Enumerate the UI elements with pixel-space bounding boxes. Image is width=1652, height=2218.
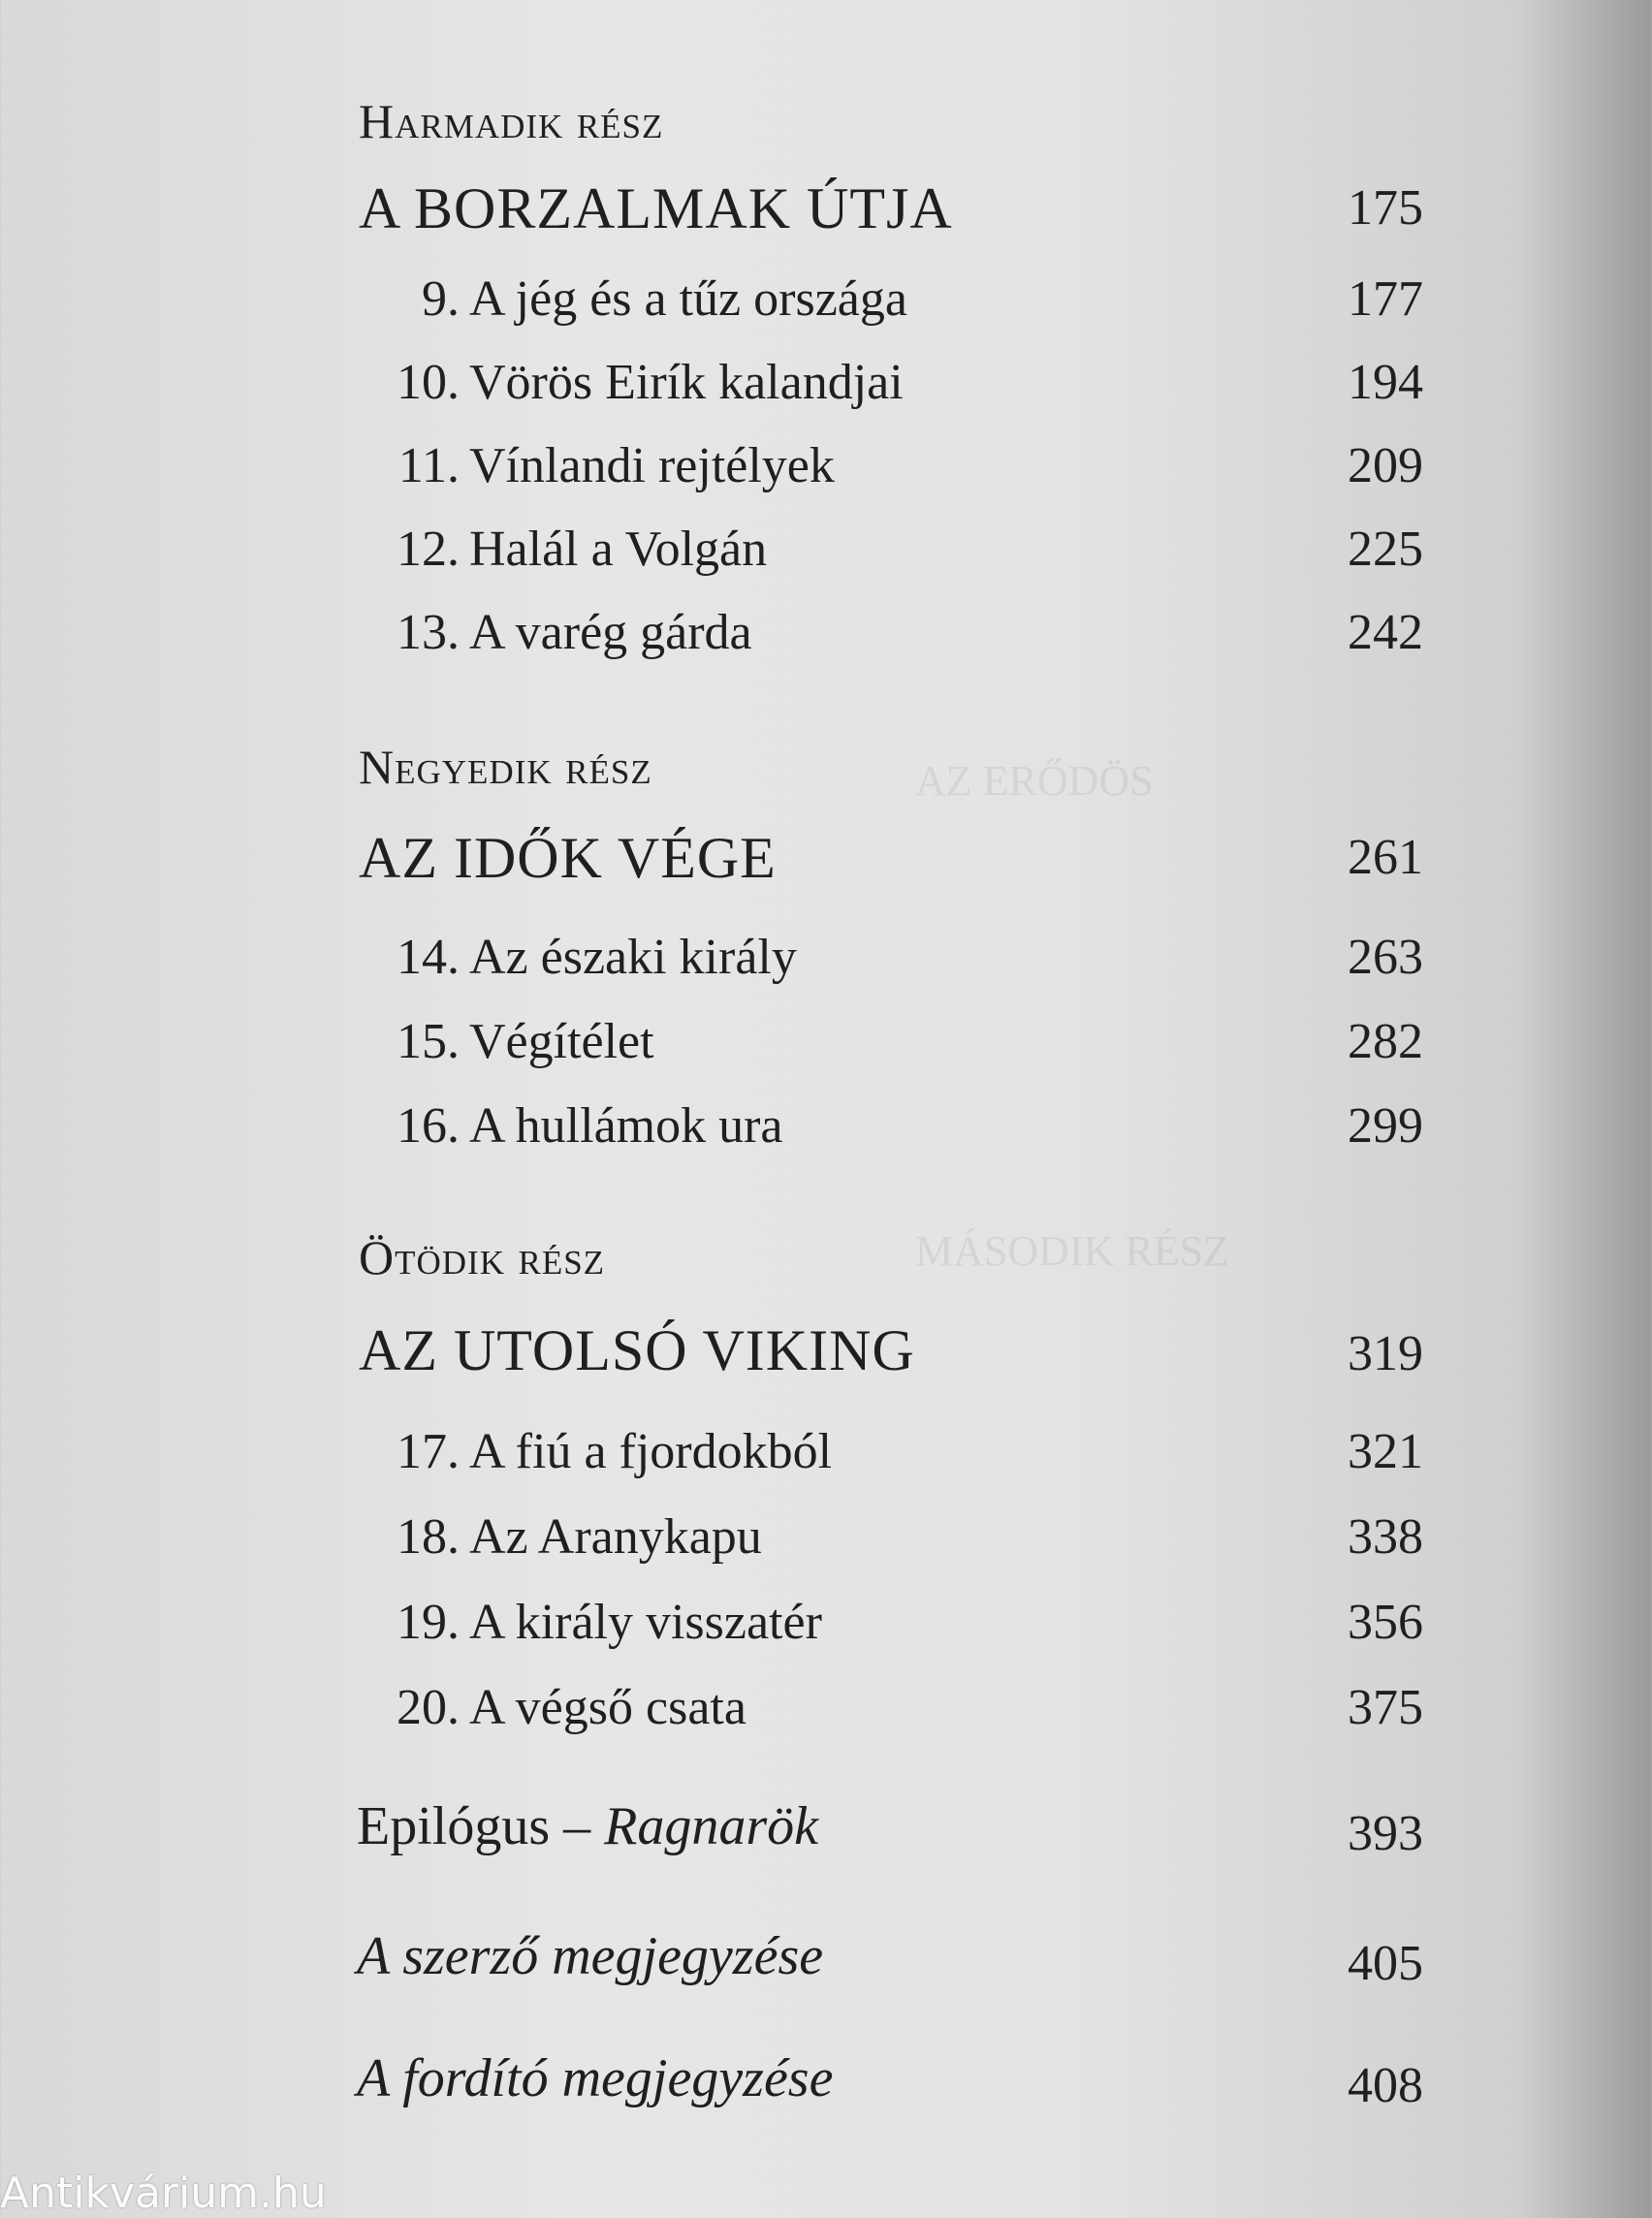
watermark: Antikvárium.hu [0, 2169, 327, 2218]
chapter-number: 13. [397, 605, 460, 660]
page-number: 405 [1348, 1936, 1423, 1991]
page-number: 319 [1348, 1326, 1423, 1381]
chapter-row[interactable] [0, 1098, 1652, 1179]
chapter-title: Végítélet [469, 1014, 654, 1069]
chapter-number: 10. [397, 355, 460, 410]
chapter-title: A jég és a tűz országa [469, 271, 907, 327]
chapter-row[interactable] [0, 1680, 1652, 1760]
page-number: 282 [1348, 1014, 1423, 1069]
author-note-row[interactable] [0, 1926, 1652, 2007]
bleed-through-text: MÁSODIK RÉSZ [915, 1227, 1229, 1275]
chapter-number: 14. [397, 930, 460, 985]
translator-note-row[interactable] [0, 2048, 1652, 2129]
chapter-number: 9. [422, 271, 460, 327]
page-number: 242 [1348, 605, 1423, 660]
chapter-row[interactable] [0, 271, 1652, 352]
part-title: AZ IDŐK VÉGE [359, 826, 777, 890]
page-number: 375 [1348, 1680, 1423, 1735]
chapter-title: Vínlandi rejtélyek [469, 438, 835, 493]
chapter-row[interactable] [0, 355, 1652, 435]
chapter-title: A varég gárda [469, 605, 752, 660]
chapter-number: 12. [397, 522, 460, 577]
page-number: 263 [1348, 930, 1423, 985]
chapter-title: A végső csata [469, 1680, 747, 1735]
page-number: 175 [1348, 180, 1423, 236]
chapter-title: Az Aranykapu [469, 1509, 762, 1565]
chapter-row[interactable] [0, 605, 1652, 685]
chapter-number: 17. [397, 1424, 460, 1479]
chapter-row[interactable] [0, 1424, 1652, 1505]
part-title: AZ UTOLSÓ VIKING [359, 1318, 915, 1382]
chapter-title: A hullámok ura [469, 1098, 783, 1154]
page-number: 408 [1348, 2058, 1423, 2113]
chapter-number: 20. [397, 1680, 460, 1735]
chapter-row[interactable] [0, 930, 1652, 1010]
page-number: 393 [1348, 1806, 1423, 1861]
chapter-number: 15. [397, 1014, 460, 1069]
chapter-title: A király visszatér [469, 1595, 822, 1650]
part-title-row[interactable] [0, 826, 1652, 906]
epilogue-row[interactable] [0, 1796, 1652, 1877]
chapter-row[interactable] [0, 438, 1652, 519]
chapter-title: Halál a Volgán [469, 522, 768, 577]
part-label: Negyedik rész [359, 740, 652, 794]
chapter-number: 11. [397, 438, 460, 493]
page-number: 225 [1348, 522, 1423, 577]
chapter-number: 19. [397, 1595, 460, 1650]
chapter-number: 18. [397, 1509, 460, 1565]
page-number: 194 [1348, 355, 1423, 410]
chapter-title: Az északi király [469, 930, 797, 985]
chapter-number: 16. [397, 1098, 460, 1154]
page-number: 321 [1348, 1424, 1423, 1479]
part-label: Harmadik rész [359, 94, 664, 148]
epilogue-prefix: Epilógus – [357, 1796, 605, 1856]
chapter-row[interactable] [0, 1014, 1652, 1094]
chapter-row[interactable] [0, 524, 1652, 602]
chapter-title: A fiú a fjordokból [469, 1424, 833, 1479]
translator-note-title: A fordító megjegyzése [357, 2048, 834, 2108]
chapter-row[interactable] [0, 1509, 1652, 1590]
chapter-row[interactable] [0, 1595, 1652, 1675]
epilogue-subtitle: Ragnarök [604, 1796, 818, 1856]
page-number: 356 [1348, 1595, 1423, 1650]
page-number: 299 [1348, 1098, 1423, 1154]
page-number: 261 [1348, 830, 1423, 885]
part-title-row[interactable] [0, 176, 1652, 257]
page-number: 209 [1348, 438, 1423, 493]
page-number: 338 [1348, 1509, 1423, 1565]
epilogue-title [357, 1796, 818, 1856]
bleed-through-text: AZ ERŐDÖS [915, 757, 1154, 805]
page-number: 177 [1348, 271, 1423, 327]
chapter-title: Vörös Eirík kalandjai [469, 355, 904, 410]
part-title-row[interactable] [0, 1318, 1652, 1399]
part-title: A BORZALMAK ÚTJA [359, 176, 953, 240]
part-label: Ötödik rész [359, 1230, 606, 1284]
author-note-title: A szerző megjegyzése [357, 1926, 824, 1986]
